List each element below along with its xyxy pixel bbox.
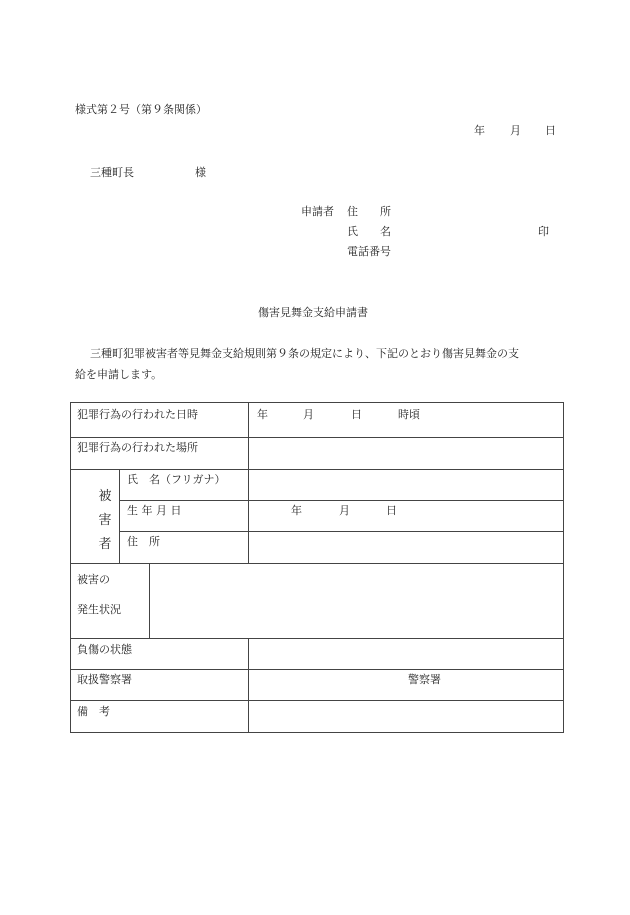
- damage-label-line-1: 被害の: [77, 573, 110, 586]
- row-divider: [119, 531, 563, 532]
- victim-dob-month: 月: [339, 504, 350, 517]
- row-divider: [71, 669, 563, 670]
- applicant-address-label: 住 所: [347, 205, 391, 218]
- crime-time-label: 時頃: [398, 408, 420, 421]
- addressee-honorific: 様: [195, 166, 206, 179]
- document-title: 傷害見舞金支給申請書: [258, 306, 368, 319]
- injury-label: 負傷の状態: [77, 643, 132, 656]
- column-divider: [248, 638, 249, 732]
- date-month-label: 月: [510, 124, 521, 137]
- damage-label-line-2: 発生状況: [77, 603, 121, 616]
- victim-dob-year: 年: [291, 504, 302, 517]
- victim-label-char: 者: [98, 537, 112, 552]
- row-divider: [71, 469, 563, 470]
- police-suffix: 警察署: [408, 673, 441, 686]
- column-divider: [248, 403, 249, 563]
- victim-dob-day: 日: [386, 504, 397, 517]
- victim-label: [95, 485, 115, 557]
- column-divider: [119, 469, 120, 563]
- date-day-label: 日: [545, 124, 556, 137]
- applicant-label: 申請者: [301, 205, 334, 218]
- crime-place-label: 犯罪行為の行われた場所: [77, 441, 198, 454]
- application-table: [70, 402, 564, 733]
- row-divider: [71, 563, 563, 564]
- crime-day-label: 日: [351, 408, 362, 421]
- column-divider: [149, 563, 150, 638]
- row-divider: [71, 700, 563, 701]
- remarks-label: 備 考: [77, 705, 110, 718]
- date-year-label: 年: [474, 124, 485, 137]
- row-divider: [119, 500, 563, 501]
- victim-address-label: 住 所: [127, 535, 160, 548]
- crime-month-label: 月: [303, 408, 314, 421]
- row-divider: [71, 437, 563, 438]
- crime-datetime-label: 犯罪行為の行われた日時: [77, 408, 198, 421]
- applicant-name-label: 氏 名: [347, 225, 391, 238]
- victim-dob-label: 生 年 月 日: [127, 504, 182, 517]
- row-divider: [71, 638, 563, 639]
- seal-mark: 印: [538, 225, 549, 238]
- crime-year-label: 年: [257, 408, 268, 421]
- victim-name-label: 氏 名（フリガナ）: [127, 473, 226, 486]
- victim-label-char: 被: [98, 489, 112, 504]
- body-line-2: 給を申請します。: [75, 368, 163, 381]
- police-label: 取扱警察署: [77, 673, 132, 686]
- body-line-1: 三種町犯罪被害者等見舞金支給規則第９条の規定により、下記のとおり傷害見舞金の支: [90, 347, 519, 360]
- victim-label-char: 害: [98, 513, 112, 528]
- applicant-phone-label: 電話番号: [347, 245, 391, 258]
- form-number: 様式第２号（第９条関係）: [75, 103, 207, 116]
- addressee-name: 三種町長: [90, 166, 134, 179]
